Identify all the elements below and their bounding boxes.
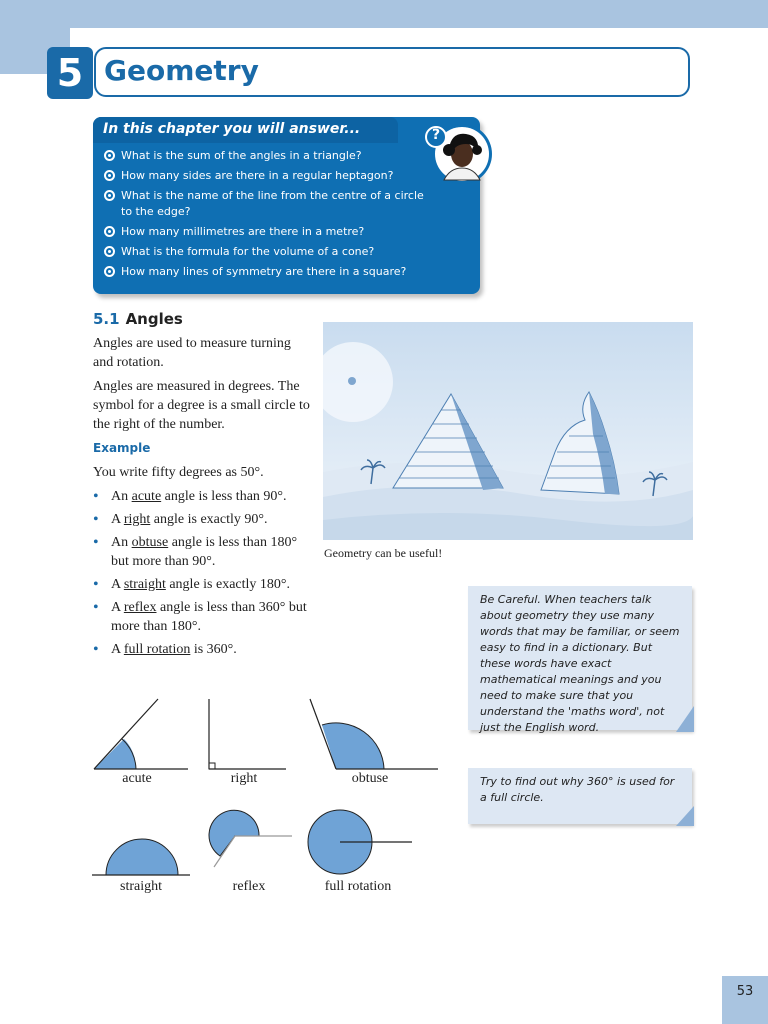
label-full-rotation: full rotation [324, 879, 392, 894]
example-label: Example [93, 441, 151, 455]
tip-note: Be Careful. When teachers talk about geometry they use many words that may be familiar, or seem easy to find in a dictionary. But these words have exact mathematical meanings and you need to make sure that you understand the 'maths word', not just the English word. [468, 586, 692, 730]
section-body [93, 334, 313, 663]
example-text: You write fifty degrees as 50°. [93, 465, 264, 480]
questions-list [104, 148, 434, 284]
text: angle is exactly 90°. [150, 512, 268, 527]
list-item [93, 510, 313, 529]
reflex-angle-diagram [209, 810, 292, 867]
question-text: How many millimetres are there in a metre? [121, 225, 365, 238]
acute-angle-diagram [94, 699, 188, 769]
label-obtuse: obtuse [351, 771, 389, 786]
angle-diagrams [88, 695, 448, 880]
section-name: Angles [125, 310, 183, 328]
text: An [111, 489, 132, 504]
text: A [111, 642, 124, 657]
term: straight [123, 577, 166, 592]
bullet-icon [104, 150, 115, 161]
angle-definitions-list [93, 487, 313, 659]
list-item [93, 575, 313, 594]
right-angle-diagram [209, 699, 286, 769]
list-item [104, 148, 434, 164]
image-caption: Geometry can be useful! [324, 546, 443, 560]
label-reflex: reflex [232, 879, 266, 894]
term: acute [131, 489, 162, 504]
text: angle is exactly 180°. [165, 577, 291, 592]
questions-heading: In this chapter you will answer... [103, 121, 361, 137]
text: A [111, 512, 124, 527]
section-title [93, 310, 183, 328]
label-straight: straight [120, 879, 162, 894]
text: is 360°. [190, 642, 237, 657]
list-item [104, 188, 434, 220]
bullet-icon [104, 226, 115, 237]
label-acute: acute [122, 771, 152, 786]
bullet-icon [104, 170, 115, 181]
text: An [111, 535, 132, 550]
activity-note: Try to find out why 360° is used for a full circle. [468, 768, 692, 824]
term: full rotation [123, 642, 191, 657]
question-text: How many lines of symmetry are there in a square? [121, 265, 407, 278]
text: angle is less than 90°. [161, 489, 287, 504]
bullet-icon [104, 190, 115, 201]
question-text: How many sides are there in a regular heptagon? [121, 169, 394, 182]
list-item [93, 487, 313, 506]
section-number: 5.1 [93, 310, 120, 328]
page-number: 53 [722, 976, 768, 1024]
text: angle is less than 180° but more than 90°. [111, 535, 298, 569]
paragraph: Angles are measured in degrees. The symbol for a degree is a small circle to the right of the number. [93, 379, 310, 432]
straight-angle-diagram [92, 839, 190, 875]
top-band [0, 0, 768, 28]
list-item [104, 168, 434, 184]
list-item [93, 598, 313, 636]
list-item [104, 264, 434, 280]
label-right: right [230, 771, 258, 786]
list-item [104, 224, 434, 240]
bullet-icon [104, 266, 115, 277]
full-rotation-diagram [308, 810, 412, 874]
pyramids-illustration [323, 322, 693, 540]
page-curl-icon [676, 706, 694, 732]
list-item [104, 244, 434, 260]
term: reflex [123, 600, 157, 615]
question-badge: ? [431, 127, 441, 143]
paragraph: Angles are used to measure turning and rotation. [93, 336, 291, 370]
bullet-icon [104, 246, 115, 257]
page-curl-icon [676, 806, 694, 826]
question-text: What is the sum of the angles in a triangle? [121, 149, 362, 162]
question-text: What is the formula for the volume of a cone? [121, 245, 375, 258]
text: angle is less than 360° but more than 180°. [111, 600, 307, 634]
term: right [123, 512, 151, 527]
list-item [93, 640, 313, 659]
term: obtuse [131, 535, 169, 550]
text: A [111, 577, 124, 592]
list-item [93, 533, 313, 571]
text: A [111, 600, 124, 615]
chapter-title: Geometry [104, 54, 259, 87]
question-text: What is the name of the line from the centre of a circle to the edge? [121, 189, 424, 218]
obtuse-angle-diagram [310, 699, 438, 769]
chapter-number: 5 [47, 47, 93, 99]
